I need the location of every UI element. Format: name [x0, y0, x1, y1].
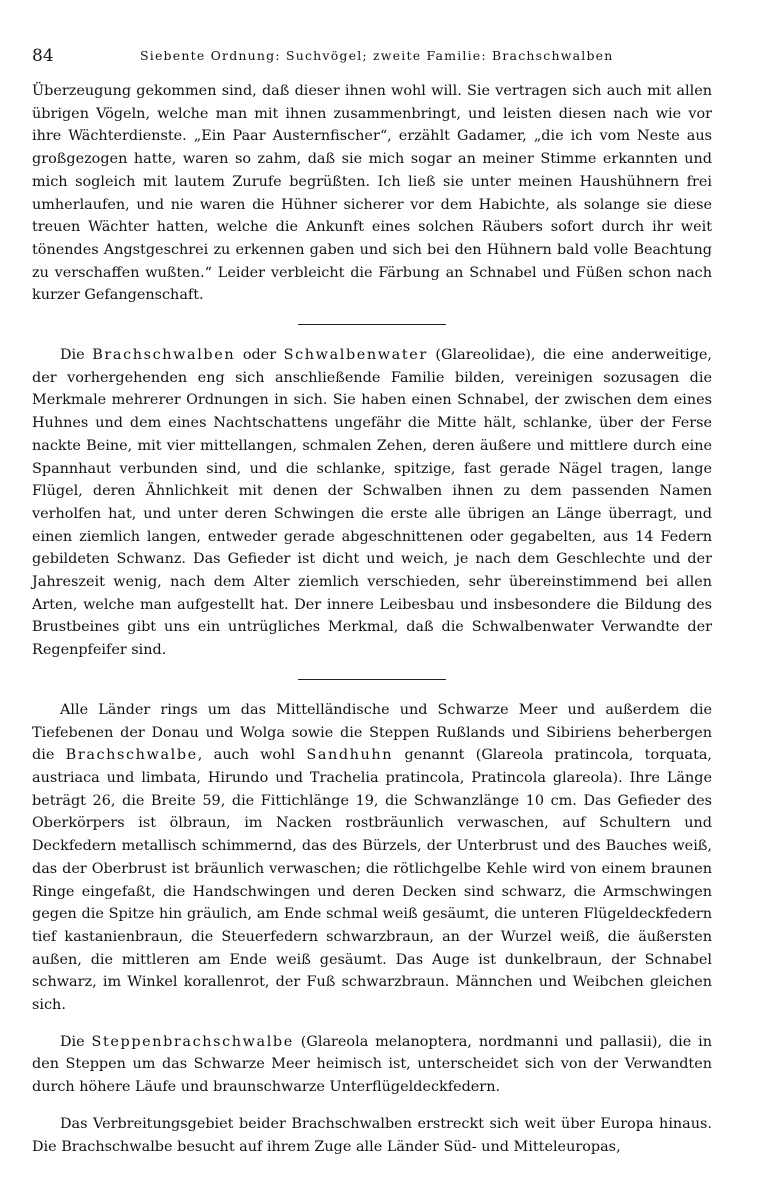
text-species-description: genannt (Glareola pratincola, torquata, austriaca und limbata, Hirundo und Trachelia pratincola, Pratincola glareola). Ihre Länge beträgt 26, die Breite 59, die Fittichlänge 19, die Schwanzlänge 10 cm. Das Gefieder des Oberkörpers ist ölbraun, im Nacken rostbräunlich verwaschen, auf Schultern und Deckfedern metallisch schimmernd, das des Bürzels, der Unterbrust und des Bauches weiß, das der Oberbrust ist bräunlich verwaschen; die rötlichgelbe Kehle wird von einem braunen Ringe eingefaßt, die Handschwingen und deren Decken sind schwarz, die Armschwingen gegen die Spitze hin gräulich, am Ende schmal weiß gesäumt, die unteren Flügeldeckfedern tief kastanienbraun, die Steuerfedern schwarzbraun, an der Wurzel weiß, die äußersten außen, die mittleren am Ende weiß gesäumt. Das Auge ist dunkelbraun, der Schnabel schwarz, im Winkel korallenrot, der Fuß schwarzbraun. Männchen und Weibchen gleichen sich.	[32, 747, 713, 1014]
body-text	[32, 80, 712, 1158]
text-or: oder	[242, 347, 277, 364]
paragraph-gap	[32, 1099, 712, 1113]
term-brachschwalben: Brachschwalben	[92, 347, 236, 364]
page-number: 84	[32, 46, 54, 66]
text-range: Alle Länder rings um das Mittelländische und Schwarze Meer und außerdem die Tiefebenen der Donau und Wolga sowie die Steppen Rußlands und Sibiriens beherbergen die	[32, 701, 712, 764]
paragraph-glareolidae	[32, 344, 712, 662]
paragraph-gap	[32, 1017, 712, 1031]
paragraph-brachschwalbe	[32, 699, 712, 1017]
term-schwalbenwater: Schwalbenwater	[283, 347, 428, 364]
page-header	[32, 44, 717, 72]
text-also: , auch wohl	[197, 747, 296, 764]
text-intro: Die	[60, 347, 85, 364]
paragraph-steppenbrachschwalbe	[32, 1031, 712, 1099]
section-divider	[298, 679, 446, 680]
term-brachschwalbe: Brachschwalbe	[65, 747, 198, 764]
text-family-description: (Glareolidae), die eine anderweitige, der vorhergehenden eng sich anschließende Familie bilden, vereinigen sozusagen die Merkmale mehrerer Ordnungen in sich. Sie haben einen Schnabel, der zwischen dem eines Huhnes und dem eines Nachtschattens ungefähr die Mitte hält, schlanke, über der Ferse nackte Beine, mit vier mittellangen, schmalen Zehen, deren äußere und mittlere durch eine Spannhaut verbunden sind, und die schlanke, spitzige, fast gerade Nägel tragen, lange Flügel, deren Ähnlichkeit mit denen der Schwalben ihnen zu dem passenden Namen verholfen hat, und unter deren Schwingen die erste alle übrigen an Länge überragt, und einen ziemlich langen, entweder gerade abgeschnittenen oder gegabelten, aus 14 Federn gebildeten Schwanz. Das Gefieder ist dicht und weich, je nach dem Geschlechte und der Jahreszeit wenig, nach dem Alter ziemlich verschieden, sehr übereinstimmend bei allen Arten, welche man aufgestellt hat. Der innere Leibesbau und insbesondere die Bildung des Brustbeines gibt uns ein untrügliches Merkmal, daß die Schwalbenwater Verwandte der Regenpfeifer sind.	[32, 347, 713, 659]
text-species-description: (Glareola melanoptera, nordmanni und pallasii), die in den Steppen um das Schwarze Meer heimisch ist, unterscheidet sich von der Verwandten durch höhere Läufe und braunschwarze Unterflügeldeckfedern.	[32, 1033, 712, 1096]
section-divider	[298, 324, 446, 325]
paragraph-austernfischer: Überzeugung gekommen sind, daß dieser ihnen wohl will. Sie vertragen sich auch mit allen übrigen Vögeln, welche man mit ihnen zusammenbringt, und leisten diesen nach wie vor ihre Wächterdienste. „Ein Paar Austernfischer“, erzählt Gadamer, „die ich vom Neste aus großgezogen hatte, waren so zahm, daß sie mich sogar an meiner Stimme erkannten und mich sogleich mit lautem Zurufe begrüßten. Ich ließ sie unter meinen Haushühnern frei umherlaufen, und nie waren die Hühner sicherer vor dem Habichte, als solange sie diese treuen Wächter hatten, welche die Ankunft eines solchen Räubers sofort durch ihr weit tönendes Angstgeschrei zu erkennen gaben und sich bei den Hühnern bald volle Beachtung zu verschaffen wußten.“ Leider verbleicht die Färbung an Schnabel und Füßen schon nach kurzer Gefangenschaft.	[32, 83, 712, 304]
text-intro: Die	[60, 1033, 85, 1050]
running-head: Siebente Ordnung: Suchvögel; zweite Familie: Brachschwalben	[140, 48, 614, 63]
term-sandhuhn: Sandhuhn	[306, 747, 394, 764]
paragraph-verbreitung: Das Verbreitungsgebiet beider Brachschwalben erstreckt sich weit über Europa hinaus. Die Brachschwalbe besucht auf ihrem Zuge alle Länder Süd- und Mitteleuropas,	[32, 1115, 712, 1155]
term-steppenbrachschwalbe: Steppenbrachschwalbe	[91, 1033, 294, 1050]
